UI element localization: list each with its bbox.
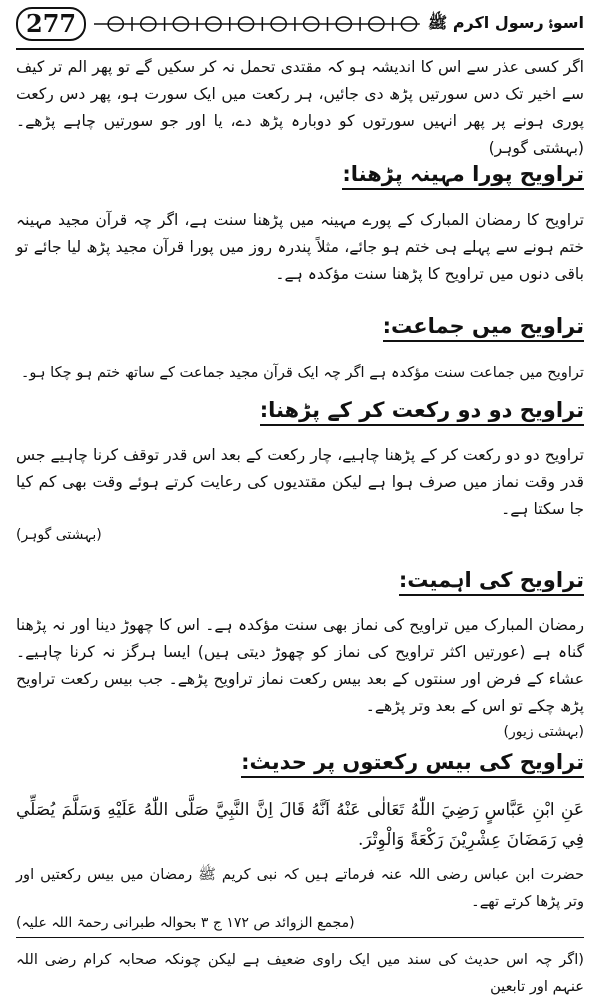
section-congregation xyxy=(16,359,584,386)
section-two-rakat xyxy=(16,442,584,543)
intro-paragraph: اگر کسی عذر سے اس کا اندیشہ ہو کہ مقتدی تحمل نہ کر سکیں گے تو پھر الم تر کیف سے اخیر تک دس سورتیں پڑھ دی جائیں، ہر رکعت میں ایک سورت ہو، پھر دس رکعت پوری ہونے پر پھر انہیں سورتوں کو دوبارہ پڑھ دے، یا اور جو سورتیں چاہے پڑھے۔ (بہشتی گوہر) xyxy=(16,58,584,157)
section-heading-congregation: تراویح میں جماعت: xyxy=(383,314,584,342)
section-hadith xyxy=(16,795,584,931)
section-paragraph: تراویح دو دو رکعت کر کے پڑھنا چاہیے، چار رکعت کے بعد اس قدر توقف کرنا چاہیے جس قدر وقت نماز میں صرف ہوا ہے لیکن مقتدیوں کی رعایت کرتے ہوئے وقت بھی کم کیا جا سکتا ہے۔ xyxy=(16,446,584,518)
header-rule xyxy=(16,48,584,50)
hadith-translation: حضرت ابن عباس رضی اللہ عنہ فرماتے ہیں کہ نبی کریم ﷺ رمضان میں بیس رکعتیں اور وتر پڑھا کرتے تھے۔ xyxy=(16,866,584,910)
section-paragraph: تراویح میں جماعت سنت مؤکدہ ہے اگر چہ ایک قرآن مجید جماعت کے ساتھ ختم ہو چکا ہو۔ xyxy=(20,364,584,381)
section-paragraph: تراویح کا رمضان المبارک کے پورے مہینہ میں پڑھنا سنت ہے، اگر چہ قرآن مجید مہینہ ختم ہونے سے پہلے ہی ختم ہو جائے، مثلاً پندرہ روز میں پورا قرآن مجید پڑھ لیا جائے تو باقی دنوں میں تراویح کا پڑھنا سنت مؤکدہ ہے۔ xyxy=(16,211,584,283)
section-full-month xyxy=(16,207,584,288)
page-header xyxy=(16,2,584,46)
intro-block xyxy=(16,54,584,162)
floral-border-icon xyxy=(94,14,420,34)
arabic-hadith: عَنِ ابْنِ عَبَّاسٍ رَضِيَ اللّٰهُ تَعَالٰى عَنْهُ اَنَّهُ قَالَ اِنَّ النَّبِيَّ صَلَّى اللّٰهُ عَلَيْهِ وَسَلَّمَ يُصَلِّي فِي رَمَضَانَ عِشْرِيْنَ رَكْعَةً وَالْوِتْرَ. xyxy=(16,800,584,850)
page-number: 277 xyxy=(16,7,86,41)
footnote-divider xyxy=(16,937,584,938)
running-title: اسوۂ رسول اکرم ﷺ xyxy=(427,12,584,32)
book-page xyxy=(0,2,600,995)
section-heading-hadith: تراویح کی بیس رکعتوں پر حدیث: xyxy=(241,750,584,778)
footnote-block xyxy=(16,946,584,1000)
citation: (بہشتی زیور) xyxy=(503,724,584,740)
section-importance xyxy=(16,612,584,740)
section-heading-importance: تراویح کی اہمیت: xyxy=(399,568,584,596)
section-paragraph: رمضان المبارک میں تراویح کی نماز بھی سنت مؤکدہ ہے۔ اس کا چھوڑ دینا اور نہ پڑھنا گناہ ہے (عورتیں اکثر تراویح کی نماز کو چھوڑ دیتی ہیں) ایسا ہرگز نہ کرنا چاہیے۔ عشاء کے فرض اور سنتوں کے بعد بیس رکعت نماز تراویح پڑھے۔ جب بیس رکعت تراویح پڑھ چکے تو اس کے بعد وتر پڑھے۔ xyxy=(16,616,584,715)
section-heading-two-rakat: تراویح دو دو رکعت کر کے پڑھنا: xyxy=(260,398,584,426)
section-heading-full-month: تراویح پورا مہینہ پڑھنا: xyxy=(342,162,584,190)
footnote-text: (اگر چہ اس حدیث کی سند میں ایک راوی ضعیف ہے لیکن چونکہ صحابہ کرام رضی اللہ عنہم اور تابعین xyxy=(16,951,584,995)
citation: (بہشتی گوہر) xyxy=(16,527,102,543)
citation: (مجمع الزوائد ص ۱۷۲ ج ۳ بحوالہ طبرانی رحمۃ اللہ علیہ) xyxy=(16,915,355,931)
